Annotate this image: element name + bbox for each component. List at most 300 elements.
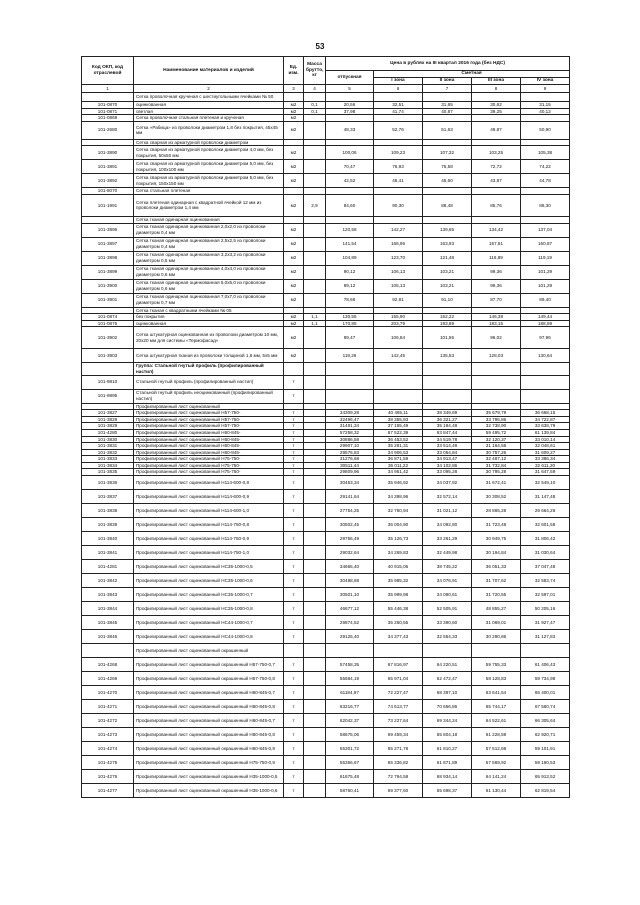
item-name: Сетка тканая одинарная оцинкованная 4,0х4,0 из проволоки диаметром 0,6 мм bbox=[134, 265, 284, 279]
price-zone-3: 31 720,55 bbox=[472, 588, 521, 602]
price-zone-4: 32 611,20 bbox=[521, 462, 570, 469]
item-name: светлая bbox=[134, 108, 284, 115]
price-release: 46677,12 bbox=[326, 602, 374, 616]
item-unit: т bbox=[284, 423, 304, 430]
price-release: 61184,97 bbox=[326, 686, 374, 700]
item-code: 101-3827 bbox=[82, 410, 134, 417]
price-zone-2: 32 554,33 bbox=[423, 630, 472, 644]
item-mass bbox=[304, 251, 326, 265]
price-zone-3: 30 795,28 bbox=[472, 469, 521, 476]
price-zone-3: 31 707,62 bbox=[472, 574, 521, 588]
table-row bbox=[82, 279, 570, 293]
price-zone-2: 36 321,27 bbox=[423, 416, 472, 423]
price-zone-4: 33 638,79 bbox=[521, 423, 570, 430]
price-release: 141,54 bbox=[326, 237, 374, 251]
item-name: Профилированный лист оцинкованный окрашенный Н75-750-0,9 bbox=[134, 756, 284, 770]
price-zone-2 bbox=[423, 403, 472, 410]
table-row bbox=[82, 784, 570, 798]
item-mass bbox=[304, 518, 326, 532]
price-release bbox=[326, 363, 374, 375]
column-number: 1 bbox=[82, 85, 134, 93]
price-release: 84,60 bbox=[326, 194, 374, 216]
item-mass: 1,1 bbox=[304, 320, 326, 327]
price-zone-4: 67 560,74 bbox=[521, 700, 570, 714]
table-row bbox=[82, 560, 570, 574]
item-unit: м2 bbox=[284, 320, 304, 327]
table-row bbox=[82, 429, 570, 436]
price-zone-4: 74,22 bbox=[521, 160, 570, 174]
price-zone-4: 105,38 bbox=[521, 146, 570, 160]
item-unit: м2 bbox=[284, 251, 304, 265]
item-name: Сетка штукатурная тканая из проволоки толщиной 1,6 мм, 5х5 мм bbox=[134, 349, 284, 363]
item-unit: т bbox=[284, 602, 304, 616]
price-zone-3: 61 130,44 bbox=[472, 784, 521, 798]
item-unit: м2 bbox=[284, 279, 304, 293]
item-code: 101-4270 bbox=[82, 686, 134, 700]
item-mass bbox=[304, 223, 326, 237]
item-unit: т bbox=[284, 476, 304, 490]
item-mass bbox=[304, 588, 326, 602]
price-release bbox=[326, 403, 374, 410]
column-number: 3 bbox=[284, 85, 304, 93]
item-name: Сетка проволочная крученая с шестиугольными ячейками № 50 bbox=[134, 93, 284, 102]
item-unit: т bbox=[284, 532, 304, 546]
item-mass bbox=[304, 672, 326, 686]
item-name: Стальной гнутый профиль неоцинкованный (профилированный настил) bbox=[134, 389, 284, 403]
item-mass bbox=[304, 146, 326, 160]
price-release: 30511,44 bbox=[326, 462, 374, 469]
price-zone-3: 31 069,01 bbox=[472, 616, 521, 630]
item-code: 101-3828 bbox=[82, 416, 134, 423]
item-mass: 2,9 bbox=[304, 194, 326, 216]
price-zone-1: 38 355,93 bbox=[374, 416, 423, 423]
price-zone-4: 88,30 bbox=[521, 194, 570, 216]
item-unit: т bbox=[284, 518, 304, 532]
table-row bbox=[82, 375, 570, 389]
item-mass bbox=[304, 293, 326, 307]
price-release: 29141,64 bbox=[326, 490, 374, 504]
price-zone-2: 34 913,47 bbox=[423, 456, 472, 463]
item-name: Профилированный лист оцинкованный Н75-750- bbox=[134, 469, 284, 476]
header-estimate: Сметная bbox=[374, 71, 570, 78]
item-name: Профилированный лист оцинкованный Н60-845- bbox=[134, 449, 284, 456]
price-zone-4: 66 305,64 bbox=[521, 714, 570, 728]
price-zone-4: 44,78 bbox=[521, 174, 570, 188]
price-zone-4: 101,29 bbox=[521, 265, 570, 279]
column-number: 6 bbox=[374, 85, 423, 93]
item-mass bbox=[304, 410, 326, 417]
item-mass bbox=[304, 728, 326, 742]
item-unit: т bbox=[284, 742, 304, 756]
item-code: 101-8070 bbox=[82, 188, 134, 195]
item-unit: м2 bbox=[284, 160, 304, 174]
price-zone-2: 88,48 bbox=[423, 194, 472, 216]
item-code: 101-0871 bbox=[82, 108, 134, 115]
item-unit: т bbox=[284, 616, 304, 630]
price-release: 34309,28 bbox=[326, 410, 374, 417]
price-zone-1 bbox=[374, 139, 423, 146]
item-name: Профилированный лист оцинкованный окрашенный Н57-750-0,7 bbox=[134, 658, 284, 672]
price-release: 31276,68 bbox=[326, 456, 374, 463]
price-zone-1: 34 269,83 bbox=[374, 546, 423, 560]
item-code: 101-0874 bbox=[82, 314, 134, 321]
header-zone-3: III зона bbox=[472, 78, 521, 85]
item-unit: м2 bbox=[284, 237, 304, 251]
price-zone-1: 37 155,49 bbox=[374, 423, 423, 430]
item-mass bbox=[304, 389, 326, 403]
item-code: 101-3899 bbox=[82, 265, 134, 279]
table-row bbox=[82, 410, 570, 417]
price-release: 130,55 bbox=[326, 314, 374, 321]
item-code bbox=[82, 363, 134, 375]
price-zone-1: 142,45 bbox=[374, 349, 423, 363]
item-code: 101-0869 bbox=[82, 115, 134, 122]
price-zone-2: 68 397,10 bbox=[423, 686, 472, 700]
item-unit: т bbox=[284, 546, 304, 560]
price-zone-1: 32,51 bbox=[374, 102, 423, 109]
price-release: 89,47 bbox=[326, 327, 374, 349]
table-row bbox=[82, 469, 570, 476]
price-zone-2: 103,21 bbox=[423, 279, 472, 293]
price-zone-2: 34 037,92 bbox=[423, 476, 472, 490]
price-release: 30886,58 bbox=[326, 436, 374, 443]
price-zone-4: 62 819,54 bbox=[521, 784, 570, 798]
item-name: Сетка сварная из арматурной проволоки диаметром 4,0 мм, без покрытия, 50х50 мм bbox=[134, 146, 284, 160]
price-zone-2: 107,32 bbox=[423, 146, 472, 160]
item-code: 101-3842 bbox=[82, 574, 134, 588]
price-zone-1: 69 377,60 bbox=[374, 784, 423, 798]
price-zone-1: 90,30 bbox=[374, 194, 423, 216]
price-zone-2: 32 572,14 bbox=[423, 490, 472, 504]
item-code: 101-4272 bbox=[82, 714, 134, 728]
item-code: 101-3890 bbox=[82, 146, 134, 160]
price-zone-1: 34 377,43 bbox=[374, 630, 423, 644]
item-mass bbox=[304, 436, 326, 443]
header-zone-1: I зона bbox=[374, 78, 423, 85]
item-mass bbox=[304, 216, 326, 223]
item-mass: 1,1 bbox=[304, 314, 326, 321]
table-row bbox=[82, 770, 570, 784]
item-code: 101-3836 bbox=[82, 476, 134, 490]
price-zone-1: 55 446,38 bbox=[374, 602, 423, 616]
price-release: 30453,34 bbox=[326, 476, 374, 490]
header-release: отпускная bbox=[326, 71, 374, 85]
price-release: 32496,47 bbox=[326, 416, 374, 423]
price-zone-4: 31,15 bbox=[521, 102, 570, 109]
item-mass bbox=[304, 574, 326, 588]
price-zone-1: 65 336,82 bbox=[374, 756, 423, 770]
price-release: 104,89 bbox=[326, 251, 374, 265]
page-number: 53 bbox=[315, 42, 325, 51]
price-release: 34665,40 bbox=[326, 560, 374, 574]
item-mass bbox=[304, 700, 326, 714]
price-zone-4: 130,64 bbox=[521, 349, 570, 363]
table-row bbox=[82, 146, 570, 160]
price-zone-2 bbox=[423, 389, 472, 403]
price-zone-4: 89,40 bbox=[521, 293, 570, 307]
price-release: 58760,41 bbox=[326, 784, 374, 798]
price-zone-4 bbox=[521, 363, 570, 375]
item-unit: т bbox=[284, 449, 304, 456]
price-release: 30502,45 bbox=[326, 518, 374, 532]
item-mass bbox=[304, 784, 326, 798]
price-zone-2: 33 261,29 bbox=[423, 532, 472, 546]
item-unit: м2 bbox=[284, 223, 304, 237]
price-zone-4: 50 205,16 bbox=[521, 602, 570, 616]
item-name: Профилированный лист оцинкованный Н75-750- bbox=[134, 462, 284, 469]
price-zone-2: 121,48 bbox=[423, 251, 472, 265]
price-zone-3 bbox=[472, 139, 521, 146]
price-zone-3: 32 738,90 bbox=[472, 423, 521, 430]
table-row bbox=[82, 476, 570, 490]
item-mass bbox=[304, 456, 326, 463]
price-zone-1: 40 915,06 bbox=[374, 560, 423, 574]
price-zone-1: 34 398,96 bbox=[374, 490, 423, 504]
item-unit: т bbox=[284, 375, 304, 389]
price-zone-4: 32 597,01 bbox=[521, 588, 570, 602]
item-name: оцинкованная bbox=[134, 102, 284, 109]
price-zone-3 bbox=[472, 307, 521, 314]
item-name: Сетка тканая с квадратными ячейками № 05 bbox=[134, 307, 284, 314]
price-zone-1: 92,81 bbox=[374, 293, 423, 307]
price-release: 20,56 bbox=[326, 102, 374, 109]
price-release: 170,85 bbox=[326, 320, 374, 327]
price-zone-3: 128,03 bbox=[472, 349, 521, 363]
price-zone-1: 32 760,94 bbox=[374, 504, 423, 518]
price-zone-1: 40 465,11 bbox=[374, 410, 423, 417]
column-number-row bbox=[82, 85, 570, 93]
table-row bbox=[82, 389, 570, 403]
item-mass: 0,1 bbox=[304, 102, 326, 109]
price-zone-1: 35 260,55 bbox=[374, 616, 423, 630]
item-unit: т bbox=[284, 574, 304, 588]
price-zone-1: 35 126,73 bbox=[374, 532, 423, 546]
price-zone-2: 61 810,27 bbox=[423, 742, 472, 756]
price-zone-4 bbox=[521, 216, 570, 223]
table-row bbox=[82, 456, 570, 463]
price-zone-4: 29 664,26 bbox=[521, 504, 570, 518]
price-zone-1 bbox=[374, 216, 423, 223]
item-unit: т bbox=[284, 436, 304, 443]
price-zone-3: 72,72 bbox=[472, 160, 521, 174]
price-zone-1: 65 271,78 bbox=[374, 742, 423, 756]
price-zone-3: 43,87 bbox=[472, 174, 521, 188]
price-zone-2: 34 076,91 bbox=[423, 574, 472, 588]
item-mass bbox=[304, 469, 326, 476]
column-number: 4 bbox=[304, 85, 326, 93]
table-row bbox=[82, 658, 570, 672]
item-unit: т bbox=[284, 504, 304, 518]
item-name: Профилированный лист оцинкованный Н114-600-0,8 bbox=[134, 476, 284, 490]
item-name: Профилированный лист оцинкованный окрашенный Н60-845-0,8 bbox=[134, 700, 284, 714]
price-release: 120,58 bbox=[326, 223, 374, 237]
price-release: 27754,25 bbox=[326, 504, 374, 518]
item-name: Профилированный лист оцинкованный Н114-750-0,9 bbox=[134, 532, 284, 546]
price-zone-3: 33 795,86 bbox=[472, 416, 521, 423]
price-zone-3: 32 487,12 bbox=[472, 456, 521, 463]
price-zone-1 bbox=[374, 403, 423, 410]
price-zone-4: 61 139,84 bbox=[521, 429, 570, 436]
price-zone-2 bbox=[423, 93, 472, 102]
price-zone-1: 123,70 bbox=[374, 251, 423, 265]
item-unit: т bbox=[284, 588, 304, 602]
price-zone-4: 31 927,47 bbox=[521, 616, 570, 630]
item-unit: т bbox=[284, 416, 304, 423]
item-code: 101-4275 bbox=[82, 756, 134, 770]
price-zone-1: 106,13 bbox=[374, 265, 423, 279]
price-zone-1: 73 227,64 bbox=[374, 714, 423, 728]
price-zone-2: 65 698,37 bbox=[423, 784, 472, 798]
item-mass bbox=[304, 174, 326, 188]
price-zone-2: 31,65 bbox=[423, 102, 472, 109]
price-zone-1: 69 459,34 bbox=[374, 728, 423, 742]
price-zone-4: 59 101,91 bbox=[521, 742, 570, 756]
price-zone-4: 160,87 bbox=[521, 237, 570, 251]
item-name: Сетка штукатурная оцинкованная из проволоки диаметром 10 мм, 20х20 мм для системы «Термофасад» bbox=[134, 327, 284, 349]
price-release: 37,98 bbox=[326, 108, 374, 115]
item-name: Профилированный лист оцинкованный НС35-1000-0,7 bbox=[134, 588, 284, 602]
header-zone-4: IV зона bbox=[521, 78, 570, 85]
table-row bbox=[82, 436, 570, 443]
price-zone-1 bbox=[374, 389, 423, 403]
price-zone-2 bbox=[423, 115, 472, 122]
price-zone-2: 68 934,14 bbox=[423, 770, 472, 784]
item-unit bbox=[284, 644, 304, 658]
table-row bbox=[82, 532, 570, 546]
item-code bbox=[82, 139, 134, 146]
item-name: Профилированный лист оцинкованный Н114-750-1,0 bbox=[134, 546, 284, 560]
item-unit: т bbox=[284, 686, 304, 700]
price-zone-2: 38 745,22 bbox=[423, 560, 472, 574]
price-release: 29756,49 bbox=[326, 532, 374, 546]
price-zone-2: 70 656,86 bbox=[423, 700, 472, 714]
price-zone-3: 32 120,37 bbox=[472, 436, 521, 443]
price-zone-3: 31 732,84 bbox=[472, 462, 521, 469]
price-zone-1: 72 794,58 bbox=[374, 770, 423, 784]
column-number: 5 bbox=[326, 85, 374, 93]
price-zone-2 bbox=[423, 188, 472, 195]
price-zone-4 bbox=[521, 115, 570, 122]
price-zone-2: 35 184,48 bbox=[423, 423, 472, 430]
table-row bbox=[82, 93, 570, 102]
item-code: 101-2680 bbox=[82, 121, 134, 139]
price-release: 29809,96 bbox=[326, 469, 374, 476]
price-release: 100,06 bbox=[326, 146, 374, 160]
price-zone-2: 34 102,86 bbox=[423, 462, 472, 469]
item-name: Сетка сварная из арматурной проволоки диаметром bbox=[134, 139, 284, 146]
price-zone-1 bbox=[374, 307, 423, 314]
price-zone-1: 35 281,31 bbox=[374, 443, 423, 450]
price-zone-3: 31 672,41 bbox=[472, 476, 521, 490]
price-zone-3: 134,42 bbox=[472, 223, 521, 237]
item-mass bbox=[304, 532, 326, 546]
table-row bbox=[82, 672, 570, 686]
price-zone-1: 36 011,22 bbox=[374, 462, 423, 469]
item-mass bbox=[304, 265, 326, 279]
item-mass bbox=[304, 423, 326, 430]
item-mass bbox=[304, 476, 326, 490]
item-name: Профилированный лист оцинкованный Н75-750- bbox=[134, 456, 284, 463]
item-name: Профилированный лист оцинкованный окрашенный Н60-845-0,7 bbox=[134, 714, 284, 728]
price-zone-1: 203,79 bbox=[374, 320, 423, 327]
item-unit: м2 bbox=[284, 146, 304, 160]
price-zone-2 bbox=[423, 363, 472, 375]
item-mass bbox=[304, 449, 326, 456]
table-row bbox=[82, 237, 570, 251]
price-release: 31481,34 bbox=[326, 423, 374, 430]
price-zone-2: 139,65 bbox=[423, 223, 472, 237]
item-code: 101-3832 bbox=[82, 449, 134, 456]
item-mass bbox=[304, 279, 326, 293]
price-zone-4: 33 010,14 bbox=[521, 436, 570, 443]
item-code: 101-4281 bbox=[82, 560, 134, 574]
price-zone-2: 34 092,80 bbox=[423, 518, 472, 532]
price-zone-2: 63 847,44 bbox=[423, 429, 472, 436]
item-mass bbox=[304, 115, 326, 122]
price-release: 42,52 bbox=[326, 174, 374, 188]
price-release: 62042,37 bbox=[326, 714, 374, 728]
price-zone-2 bbox=[423, 375, 472, 389]
price-zone-1: 155,90 bbox=[374, 314, 423, 321]
item-name: Профилированный лист оцинкованный окрашенный Н35-1000-0,6 bbox=[134, 784, 284, 798]
item-unit: т bbox=[284, 389, 304, 403]
item-mass bbox=[304, 462, 326, 469]
item-unit bbox=[284, 403, 304, 410]
table-row bbox=[82, 602, 570, 616]
price-zone-1 bbox=[374, 188, 423, 195]
item-mass bbox=[304, 504, 326, 518]
price-zone-1 bbox=[374, 644, 423, 658]
price-zone-3: 48 855,27 bbox=[472, 602, 521, 616]
price-zone-2: 33 390,60 bbox=[423, 616, 472, 630]
price-zone-4: 137,04 bbox=[521, 223, 570, 237]
price-zone-4: 97,96 bbox=[521, 327, 570, 349]
item-name: Сетка тканая одинарная оцинкованная 2,5х2,5 из проволоки диаметром 0,4 мм bbox=[134, 237, 284, 251]
item-mass bbox=[304, 375, 326, 389]
item-code: 101-3834 bbox=[82, 462, 134, 469]
price-release: 29032,64 bbox=[326, 546, 374, 560]
price-zone-3: 36 051,33 bbox=[472, 560, 521, 574]
price-zone-1: 106,84 bbox=[374, 327, 423, 349]
header-code: Код ОКП, код отраслевой bbox=[82, 57, 134, 85]
price-zone-1: 65 971,04 bbox=[374, 672, 423, 686]
price-zone-1: 76,93 bbox=[374, 160, 423, 174]
price-zone-2: 31 021,12 bbox=[423, 504, 472, 518]
price-zone-4: 61 406,43 bbox=[521, 658, 570, 672]
price-zone-4: 65 913,52 bbox=[521, 770, 570, 784]
price-zone-3 bbox=[472, 363, 521, 375]
price-zone-3 bbox=[472, 644, 521, 658]
price-zone-4: 32 549,10 bbox=[521, 476, 570, 490]
item-unit: м2 bbox=[284, 265, 304, 279]
item-code: 101-3837 bbox=[82, 490, 134, 504]
item-code: 101-3840 bbox=[82, 532, 134, 546]
price-zone-3: 183,15 bbox=[472, 320, 521, 327]
price-zone-3: 116,89 bbox=[472, 251, 521, 265]
price-release: 30488,68 bbox=[326, 574, 374, 588]
price-zone-2: 38 349,69 bbox=[423, 410, 472, 417]
item-code: 101-3896 bbox=[82, 223, 134, 237]
item-name: Профилированный лист оцинкованный Н60-845- bbox=[134, 429, 284, 436]
price-zone-1: 109,23 bbox=[374, 146, 423, 160]
price-zone-3: 99,36 bbox=[472, 279, 521, 293]
item-mass bbox=[304, 658, 326, 672]
price-release bbox=[326, 307, 374, 314]
item-name: Группа: Стальной гнутый профиль (профилированный настил) bbox=[134, 363, 284, 375]
price-zone-1 bbox=[374, 363, 423, 375]
price-release bbox=[326, 139, 374, 146]
item-unit: т bbox=[284, 672, 304, 686]
